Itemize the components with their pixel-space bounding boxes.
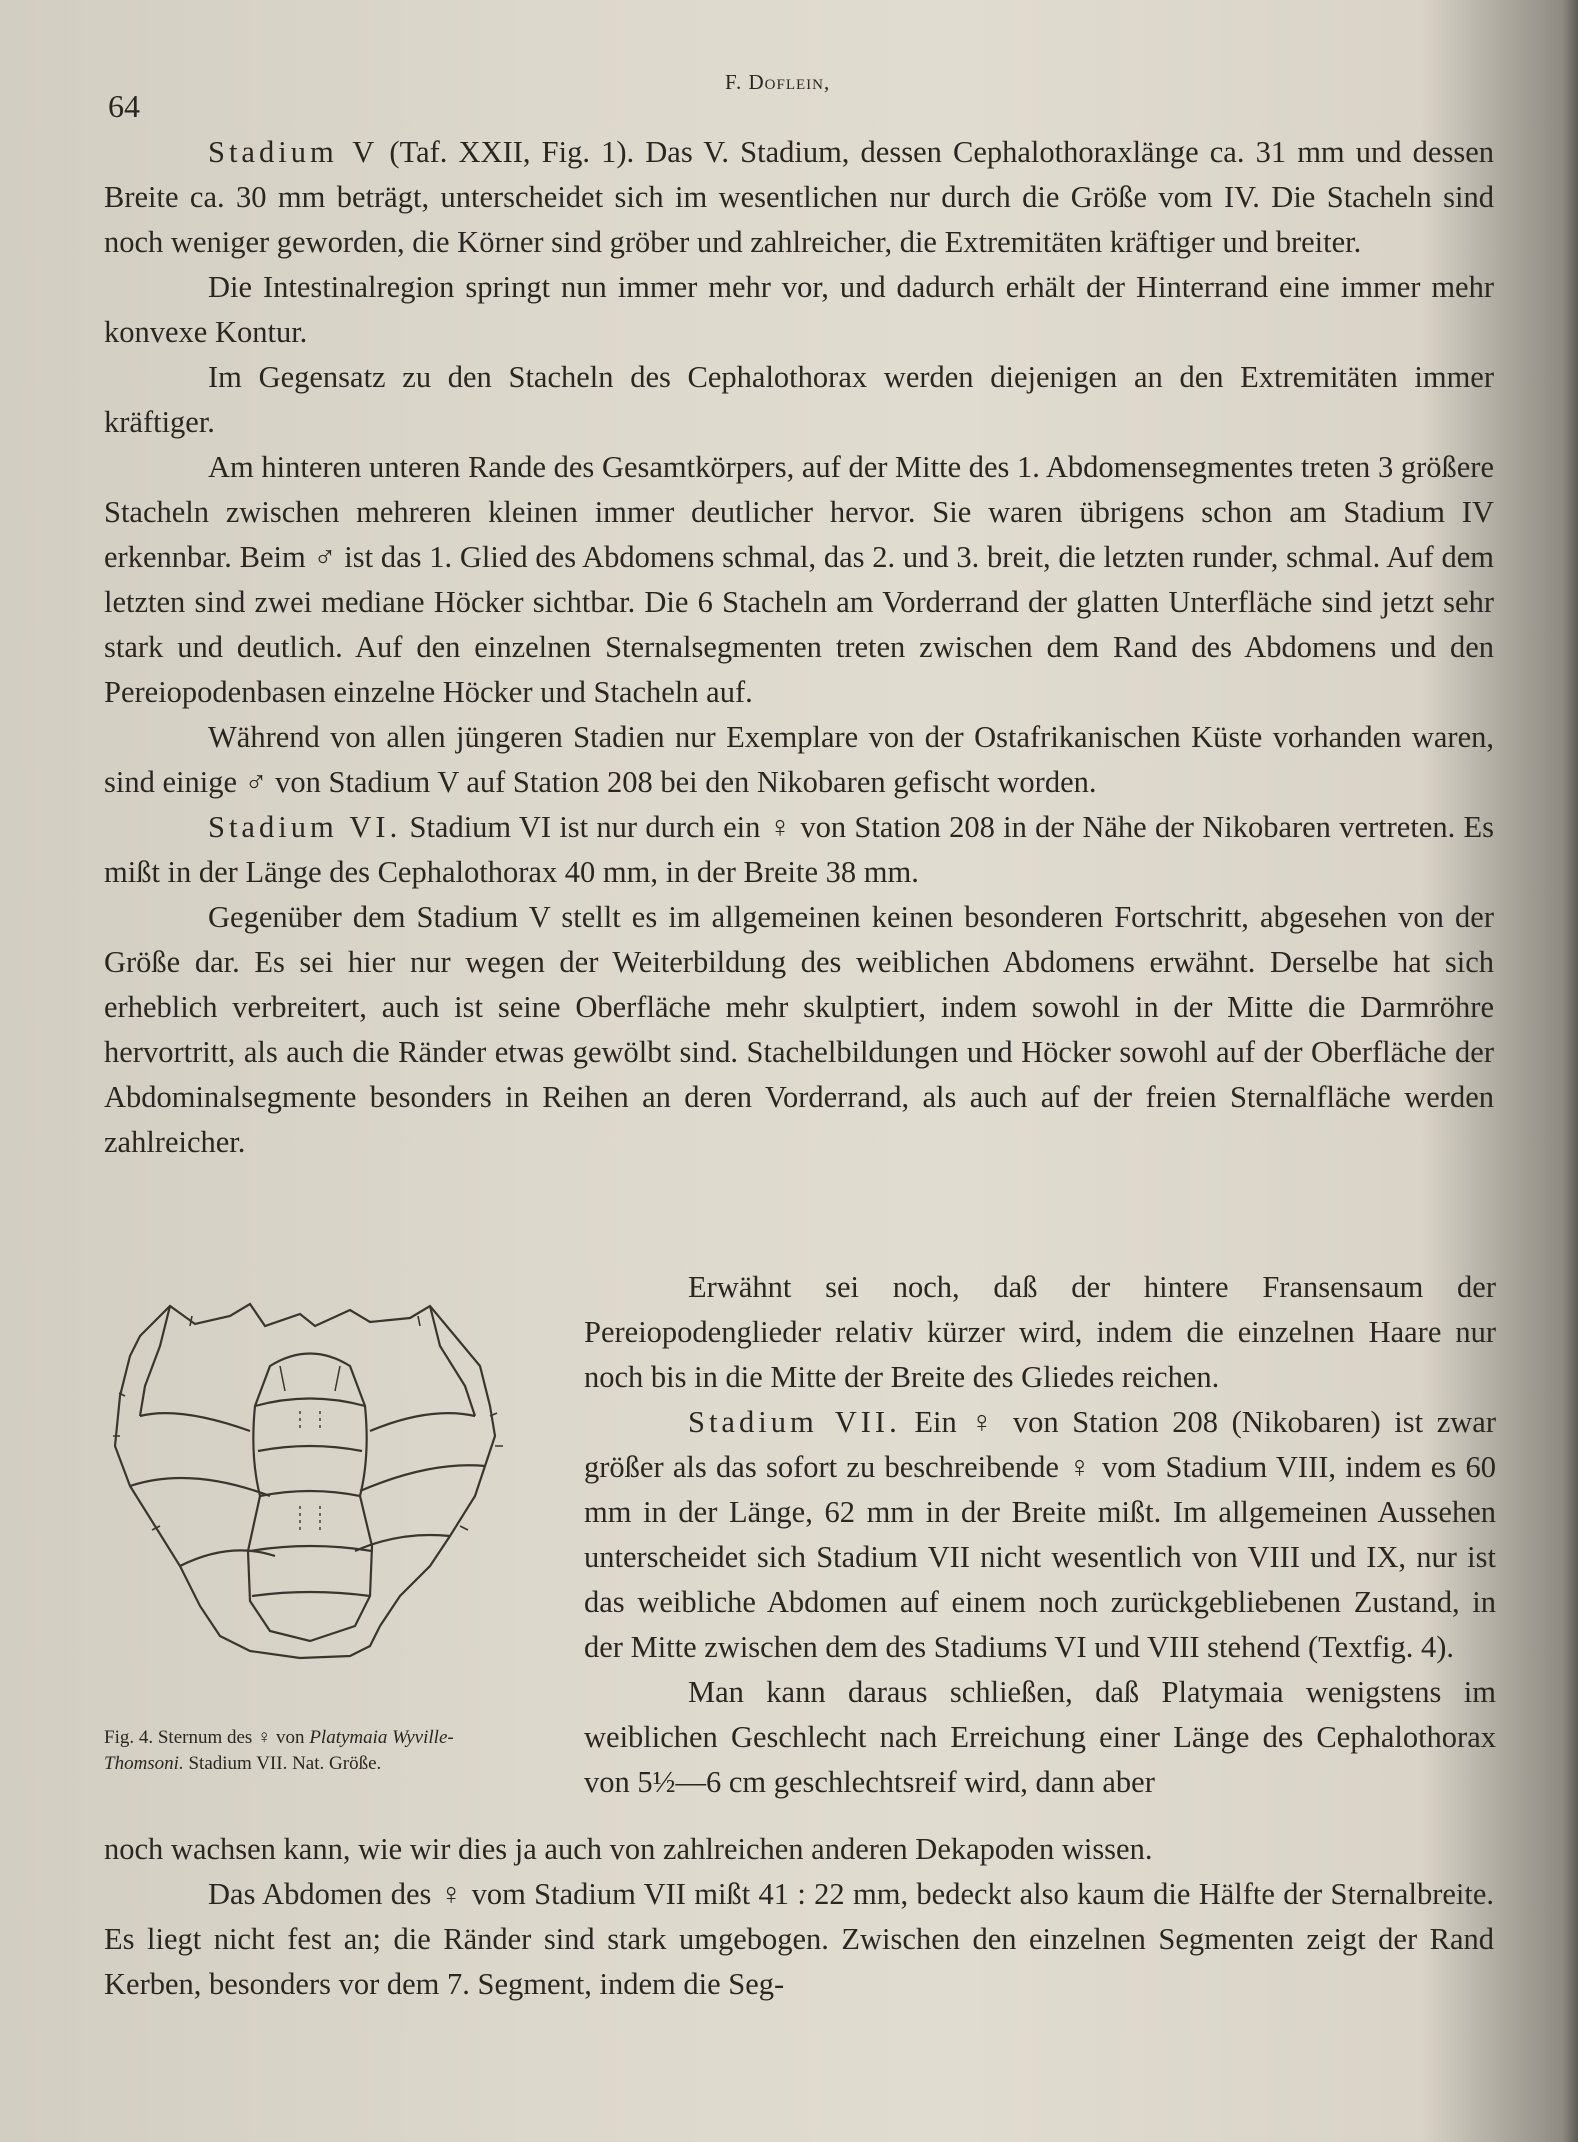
sternum-drawing	[100, 1296, 530, 1686]
paragraph-text: Im Gegensatz zu den Stacheln des Cephalothorax werden diejenigen an den Extremitäten immer kräftiger.	[104, 360, 1494, 439]
paragraph	[104, 895, 1494, 1165]
paragraph: Das Abdomen des ♀ vom Stadium VII mißt 41 : 22 mm, bedeckt also kaum die Hälfte der Sternalbreite. Es liegt nicht fest an; die Ränder sind stark umgebogen. Zwischen den einzelnen Segmenten zeigt der Rand Kerben, besonders vor dem 7. Segment, indem die Seg-	[104, 1877, 1494, 2001]
paragraph	[104, 715, 1494, 805]
paragraph-continuation: noch wachsen kann, wie wir dies ja auch von zahlreichen anderen Dekapoden wissen.	[104, 1832, 1153, 1866]
paragraph	[104, 355, 1494, 445]
paragraph	[104, 805, 1494, 895]
paragraph	[584, 1400, 1496, 1670]
paragraph-text: Ein ♀ von Station 208 (Nikobaren) ist zwar größer als das sofort zu beschreibende ♀ vom Stadium VIII, indem es 60 mm in der Länge, 62 mm in der Breite mißt. Im allgemeinen Aussehen unterscheidet sich Stadium VII nicht wesentlich von VIII und IX, nur ist das weibliche Abdomen auf einem noch zurückgebliebenen Zustand, in der Mitte zwischen dem des Stadiums VI und VIII stehend (Textfig. 4).	[584, 1405, 1496, 1664]
main-text	[104, 130, 1494, 1165]
paragraph-text: Während von allen jüngeren Stadien nur Exemplare von der Ostafrikanischen Küste vorhanden waren, sind einige ♂ von Stadium V auf Station 208 bei den Nikobaren gefischt worden.	[104, 720, 1494, 799]
caption-prefix: Fig. 4. Sternum des ♀ von	[104, 1727, 310, 1748]
paragraph-text: Am hinteren unteren Rande des Gesamtkörpers, auf der Mitte des 1. Abdomensegmentes treten 3 größere Stacheln zwischen mehreren kleinen immer deutlicher hervor. Sie waren übrigens schon am Stadium IV erkennbar. Beim ♂ ist das 1. Glied des Abdomens schmal, das 2. und 3. breit, die letzten runder, schmal. Auf dem letzten sind zwei mediane Höcker sichtbar. Die 6 Stacheln am Vorderrand der glatten Unterfläche sind jetzt sehr stark und deutlich. Auf den einzelnen Sternalsegmenten treten zwischen dem Rand des Abdomens und den Pereiopodenbasen einzelne Höcker und Stacheln auf.	[104, 450, 1494, 709]
caption-species: Platymaia Wyville-Thomsoni.	[104, 1727, 454, 1774]
paragraph-text: Die Intestinalregion springt nun immer mehr vor, und dadurch erhält der Hinterrand eine immer mehr konvexe Kontur.	[104, 270, 1494, 349]
running-title: F. Doflein,	[725, 70, 831, 94]
paragraph-text: Man kann daraus schließen, daß Platymaia wenigstens im weiblichen Geschlecht nach Erreichung einer Länge des Cephalothorax von 5½—6 cm geschlechtsreif wird, dann aber	[584, 1675, 1496, 1799]
paragraph	[104, 265, 1494, 355]
page-number: 64	[108, 88, 140, 124]
paragraph-text: Erwähnt sei noch, daß der hintere Fransensaum der Pereiopodenglieder relativ kürzer wird, indem die einzelnen Haare nur noch bis in die Mitte der Breite des Gliedes reichen.	[584, 1270, 1496, 1394]
caption-suffix: Stadium VII. Nat. Größe.	[183, 1753, 382, 1774]
section-lead: Stadium VII.	[688, 1405, 901, 1439]
section-lead: Stadium VI.	[208, 810, 402, 844]
paragraph-text: Gegenüber dem Stadium V stellt es im allgemeinen keinen besonderen Fortschritt, abgesehen von der Größe dar. Es sei hier nur wegen der Weiterbildung des weiblichen Abdomens erwähnt. Derselbe hat sich erheblich verbreitert, auch ist seine Oberfläche mehr skulptiert, indem sowohl in der Mitte die Darmröhre hervortritt, als auch die Ränder etwas gewölbt sind. Stachelbildungen und Höcker sowohl auf der Oberfläche der Abdominalsegmente besonders in Reihen an deren Vorderrand, als auch auf der freien Sternalfläche werden zahlreicher.	[104, 900, 1494, 1159]
paragraph	[584, 1670, 1496, 1805]
figure-sternum	[100, 1296, 530, 1686]
right-column-text	[584, 1265, 1496, 1805]
paragraph	[104, 445, 1494, 715]
paragraph-text: (Taf. XXII, Fig. 1). Das V. Stadium, dessen Cephalothoraxlänge ca. 31 mm und dessen Breite ca. 30 mm beträgt, unterscheidet sich im wesentlichen nur durch die Größe vom IV. Die Stacheln sind noch weniger geworden, die Körner sind gröber und zahlreicher, die Extremitäten kräftiger und breiter.	[104, 135, 1494, 259]
paragraph	[104, 130, 1494, 265]
paragraph-text: Stadium VI ist nur durch ein ♀ von Station 208 in der Nähe der Nikobaren vertreten. Es mißt in der Länge des Cephalothorax 40 mm, in der Breite 38 mm.	[104, 810, 1494, 889]
paragraph	[584, 1265, 1496, 1400]
section-lead: Stadium V	[208, 135, 379, 169]
figure-caption	[104, 1725, 524, 1777]
bottom-text	[104, 1827, 1494, 2007]
